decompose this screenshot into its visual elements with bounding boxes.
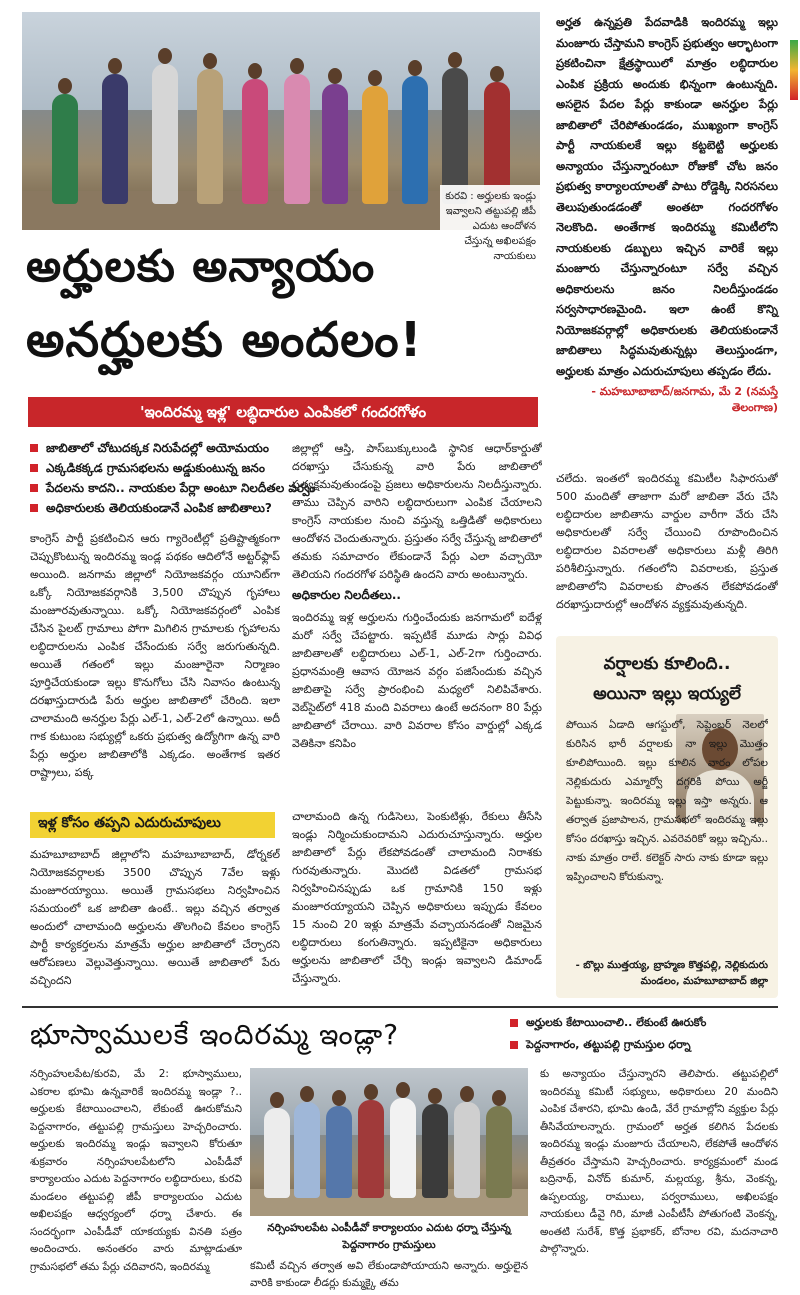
bottom-bullets <box>510 1012 780 1058</box>
dharna-photo-caption: నర్సింహులపేట ఎంపీడీవో కార్యాలయం ఎదుట ధర్నా చేస్తున్న పెద్దనాగారం గ్రామస్తులు <box>267 1222 511 1251</box>
photo-caption: కురవి : అర్హులకు ఇండ్లు ఇవ్వాలని తట్టుపల్లి జీపీ ఎదుట ఆందోళన చేస్తున్న అఖిలపక్షం నాయకులు <box>440 185 540 303</box>
lead-credit: - మహబూబాబాద్/జనగామ, మే 2 (నమస్తే తెలంగాణ) <box>591 385 778 414</box>
main-headline-line1: అర్హులకు అన్యాయం <box>26 241 376 292</box>
bottom-bullet-item: పెద్దనాగారం, తట్టుపల్లి గ్రామస్తుల ధర్నా <box>510 1034 780 1056</box>
quote-box-title-2: అయినా ఇల్లు ఇయ్యలే <box>593 684 741 704</box>
sub-story-text: మహబూబాబాద్ జిల్లాలోని మహబూబాబాద్, డోర్నకల్ నియోజకవర్గాలకు 3500 చొప్పున 7వేల ఇళ్లు మంజూరయ్యాయి. అయితే గ్రామసభలు నిర్వహించిన సమయంలో ఒక జాబితా ఉంటే.. ఇల్లు వచ్చిన తర్వాత అందులో చాలామంది అర్హులను తొలగించి కేవలం కాంగ్రెస్ పార్టీ కార్యకర్తలను మాత్రమే అర్హుల జాబితాలో చేర్చారని ఆరోపణలు వెల్లువెత్తున్నాయి. అయితే జాబితాలో పేరు వచ్చిందని <box>30 848 280 987</box>
quote-box <box>556 636 778 998</box>
article-column-1: కాంగ్రెస్ పార్టీ ప్రకటించిన ఆరు గ్యారెంటీల్లో ప్రతిష్టాత్మకంగా చెప్పుకొంటున్న ఇందిరమ్మ ఇండ్ల పథకం ఆదిలోనే అట్టర్‌ఫ్లాప్ అయింది. జనగామ జిల్లాలో నియోజకవర్గం యూనిట్‌గా ఒక్కో నియోజకవర్గానికి 3,500 చొప్పున గృహాలు మంజూరవుతున్నాయి. ఒక్కో నియోజకవర్గంలో ఎంపిక చేసిన పైలట్ గ్రామాలు పోగా మిగిలిన గ్రామాలకు గృహాలను లబ్ధిదారులను ఎంపిక చేసేందుకు సర్వే జరుగుతున్నది. అయితే గతంలో ఇల్లు మంజూరైనా నిర్మాణం పూర్తిచేయకుండా ఇల్లు కొనుగోలు చేసి నివాసం ఉంటున్న దరఖాస్తుదారుడి పేరు అర్హుల జాబితాలో చేరింది. ఇలా చాలామంది అనర్హుల పేర్లు ఎల్-1, ఎల్-2లో ఉన్నాయి. అదీ గాక కుటుంబ సభ్యుల్లో ఒకరు ప్రభుత్వ ఉద్యోగిగా ఉన్న వారి పేర్లు అర్హుల జాబితాలోకి ఎక్కడం. అంతేగాక ఇతర రాష్ట్రాలు, పక్క <box>30 532 280 779</box>
bottom-divider <box>22 1006 778 1008</box>
quote-box-text: పోయిన ఏడాది ఆగస్టులో, సెప్టెంబర్ నెలలో కురిసిన భారీ వర్షాలకు నా ఇల్లు మొత్తం కూలిపోయింది. ఇల్లు కూలిన వారం లోపల నెల్లికుదురు ఎమ్మార్వో దగ్గరికి పోయి అర్జీ పెట్టుకున్నా. ఇందిరమ్మ ఇల్లు ఇస్తా అన్నరు. ఆ తర్వాత ప్రజాపాలన, గ్రామసభలో ఇందిరమ్మ ఇల్లు కోసం దరఖాస్తు ఇచ్చిన. ఎవరెవరికో ఇల్లు ఇచ్చిను.. నాకు మాత్రం రాలే. కలెక్టర్ సారు నాకు కూడా ఇల్లు ఇప్పించాలని కోరుకున్నా. <box>566 719 768 883</box>
sub-story-text-2: చాలామంది ఉన్న గుడిసెలు, పెంకుటిళ్లు, రేకులు తీసేసి ఇండ్లు నిర్మించుకుందామని ఎదురుచూస్తున్నారు. అర్హుల జాబితాలో పేర్లు లేకపోవడంతో చాలామంది నిరాశకు గురవుతున్నారు. మొదటి విడతలో గ్రామసభ నిర్వహించినప్పుడు ఒక గ్రామానికి 150 ఇళ్లు మంజూరయ్యాయని చెప్పిన అధికారులు ఇప్పుడు కేవలం 15 నుంచి 20 ఇళ్లు మాత్రమే వచ్చాయనడంతో నిజమైన లబ్ధిదారులు కంగుతిన్నారు. ఇప్పటికైనా అధికారులు అర్హులను జాబితాలో చేర్చి ఇండ్లు ఇవ్వాలని డిమాండ్ చేస్తున్నారు. <box>292 810 542 985</box>
sub-story-title: ఇళ్ల కోసం తప్పని ఎదురుచూపులు <box>30 812 275 838</box>
bottom-headline: భూస్వాములకే ఇందిరమ్మ ఇండ్లా? <box>30 1018 400 1051</box>
column-2-text2: ఇందిరమ్మ ఇళ్ల అర్హులను గుర్తించేందుకు జనగామలో ఐదేళ్ల మరో సర్వే చేపట్టారు. ఇప్పటికే మూడు సార్లు వివిధ జాబితాలతో లబ్ధిదారులు ఎల్-1, ఎల్-2గా గుర్తించారు. ప్రధానమంత్రి ఆవాస యోజన వర్గం పజిసేందుకు వచ్చిన జాబితాపై సర్వే ప్రారంభించి మధ్యలో నిలిపివేశారు. వెబ్‌సైట్‌లో 418 మంది వివరాలు ఉంటే అదనంగా 80 పేర్లు జాబితాలో చేరాయి. వారి వివరాల కోసం వార్డుల్లో ఎక్కడ వెతికినా కనిపిం <box>292 611 542 750</box>
bullet-item: జాబితాలో చోటుదక్కక నిరుపేదల్లో అయోమయం <box>30 438 350 458</box>
column-2-text: జిల్లాల్లో ఆస్తి, పాస్‌బుక్కులుండి స్థానిక ఆధార్‌కార్డుతో దరఖాస్తు చేసుకున్న వారి పేరు జాబితాలో ప్రత్యక్షమవుతుండంపై ప్రజలు అధికారులను నిలదీస్తున్నారు. తాము చెప్పిన వారిని లబ్ధిదారులుగా ఎంపిక చేయాలని కాంగ్రెస్ నాయకుల నుంచి వస్తున్న ఒత్తిడితో అధికారులు ఆందోళన చెందుతున్నారు. ప్రస్తుతం సర్వే చేస్తున్న జాబితాలో తమకు సమాచారం లేకుండానే పేర్లు ఎలా వచ్చాయో తెలియని గందరగోళ పరిస్థితి ఉందని వారు అంటున్నారు. <box>292 442 542 581</box>
topic-banner: 'ఇందిరమ్మ ఇళ్ల' లబ్ధిదారుల ఎంపికలో గందరగోళం <box>28 397 538 427</box>
bottom-column-3: కు అన్యాయం చేస్తున్నారని తెలిపారు. తట్టుపల్లిలో ఇందిరమ్మ కమిటీ సభ్యులు, అధికారులు 20 మందిని ఎంపిక చేశారని, భూమి ఉండి, వేరే గ్రామాల్లోని వ్యక్తుల పేర్లు తీసివేయాలన్నారు. గ్రామంలో అర్హత కలిగిన పేదలకు ఇందిరమ్మ ఇండ్లు మంజూరు చేయాలని, లేకపోతే ఆందోళన తీవ్రతరం చేస్తామని హెచ్చరించారు. కార్యక్రమంలో మండ బద్రినాథ్, వినోద్ కుమార్, మల్లయ్య, శ్రీను, వెంకన్న, ఉప్పలయ్య, రాములు, పర్వరాములు, అఖిలపక్షం నాయకులు డీవై గిరి, మాజీ ఎంపీటీసీ పోతుగంటి వెంకన్న, అంతటి సురేశ్, కొత్త ప్రభాకర్, బోనాల రవి, మదనాచారి పాల్గొన్నారు. <box>540 1068 778 1255</box>
right-column-lead <box>556 12 778 454</box>
bullet-item: ఎక్కడికక్కడ గ్రామసభలను అడ్డుకుంటున్న జనం <box>30 458 350 478</box>
dharna-photo <box>250 1068 528 1216</box>
article-column-2 <box>292 440 542 800</box>
bottom-column-2-tail: కమిటీ వచ్చిన తర్వాత అవి లేకుండాపోయాయని అన్నారు. అర్హులైన వారికి కాకుండా లీడర్లు కుమ్మక్కై తమ <box>250 1260 528 1289</box>
main-headline-line2: అనర్హులకు అందలం! <box>26 312 423 368</box>
bottom-column-1: నర్సింహులపేట/కురవి, మే 2: భూస్వాములు, ఎకరాల భూమి ఉన్నవారికే ఇందిరమ్మ ఇండ్లా ?.. అర్హులకు కేటాయించాలని, లేకుంటే ఊరుకోమని పెద్దనాగారం, తట్టుపల్లి గ్రామస్తులు హెచ్చరించారు. అర్హులకు ఇందిరమ్మ ఇండ్లు ఇవ్వాలని కోరుతూ శుక్రవారం నర్సింహులపేటలోని ఎంపీడీవో కార్యాలయం ఎదుట పెద్దనాగారం లబ్ధిదారులు, కురవి మండలం తట్టుపల్లి జీపీ కార్యాలయం ఎదుట అఖిలపక్షం ఆధ్వర్యంలో ధర్నా చేశారు. ఈ సందర్భంగా ఎంపీడీవో యాకయ్యకు వినతి పత్రం అందించారు. అనంతరం వారు మాట్లాడుతూ గ్రామసభలో తమ పేర్లు చదివారని, ఇందిరమ్మ <box>30 1068 242 1273</box>
bottom-bullet-item: అర్హులకు కేటాయించాలి.. లేకుంటే ఊరుకోం <box>510 1012 780 1034</box>
lead-paragraph: అర్హత ఉన్నప్రతి పేదవాడికి ఇందిరమ్మ ఇల్లు మంజూరు చేస్తామని కాంగ్రెస్ ప్రభుత్వం ఆర్భాటంగా ప్రకటించినా క్షేత్రస్థాయిలో మాత్రం లబ్ధిదారుల ఎంపిక ప్రక్రియ అందుకు భిన్నంగా ఉంటున్నది. అసలైన పేదల పేర్లు కాకుండా అనర్హుల పేర్లు జాబితాలో చేరిపోతుండడం, ముఖ్యంగా కాంగ్రెస్ పార్టీ నాయకులకే ఇల్లు కట్టబెట్టి అర్హులకు అన్యాయం చేస్తున్నారంటూ రోజుకో చోట జనం ప్రభుత్వ కార్యాలయాలతో పాటు రోడ్డెక్కి నిరసనలు తెలుపుతుండడంతో అంతటా గందరగోళం నెలకొంది. అంతేగాక ఇందిరమ్మ కమిటీలోని నాయకులకు డబ్బులు ఇచ్చిన వారికే ఇల్లు మంజూరు చేస్తున్నారంటూ సర్వే వచ్చిన అధికారులను జనం నిలదీస్తుండడం సర్వసాధారణమైంది. ఇలా ఉంటే కొన్ని నియోజకవర్గాల్లో అధికారులకు తెలియకుండానే జాబితాలు సిద్ధమవుతున్నట్లు తెలుస్తుండగా, అర్హులకు మాత్రం ఎదురుచూపులు తప్పడం లేదు. <box>556 15 778 378</box>
article-column-3: చలేదు. ఇంతలో ఇందిరమ్మ కమిటీల సిఫారసుతో 500 మందితో తాజాగా మరో జాబితా వేరు చేసి లబ్ధిదారుల జాబితాను వార్డుల వారీగా వేరు చేసి అధికారులతో సర్వే చేయించి రూపొందించిన లబ్ధిదారుల వివరాలతో అధికారులు మళ్లీ తిరిగి పరిశీలిస్తున్నారు. గతంలోని వివరాలకు, ప్రస్తుత జాబితాలోని వివరాలకు పొంతన లేకపోవడంతో దరఖాస్తుదారుల్లో ఆందోళన వ్యక్తమవుతున్నది. <box>556 472 778 611</box>
quote-box-title-1: వర్షాలకు కూలింది.. <box>603 654 731 674</box>
bullet-item: అధికారులకు తెలియకుండానే ఎంపిక జాబితాలు? <box>30 498 350 518</box>
quote-box-credit: - బొల్లు ముత్తయ్య, బ్రాహ్మణ కొత్తపల్లి, నెల్లికుదురు మండలం, మహబూబాబాద్ జిల్లా <box>575 960 768 987</box>
right-edge-marker <box>790 40 798 100</box>
bullet-item: పేదలను కాదని.. నాయకుల పేర్లా అంటూ నిలదీతల పర్వం <box>30 478 350 498</box>
column-2-subhead: అధికారుల నిలదీతలు.. <box>292 588 401 602</box>
